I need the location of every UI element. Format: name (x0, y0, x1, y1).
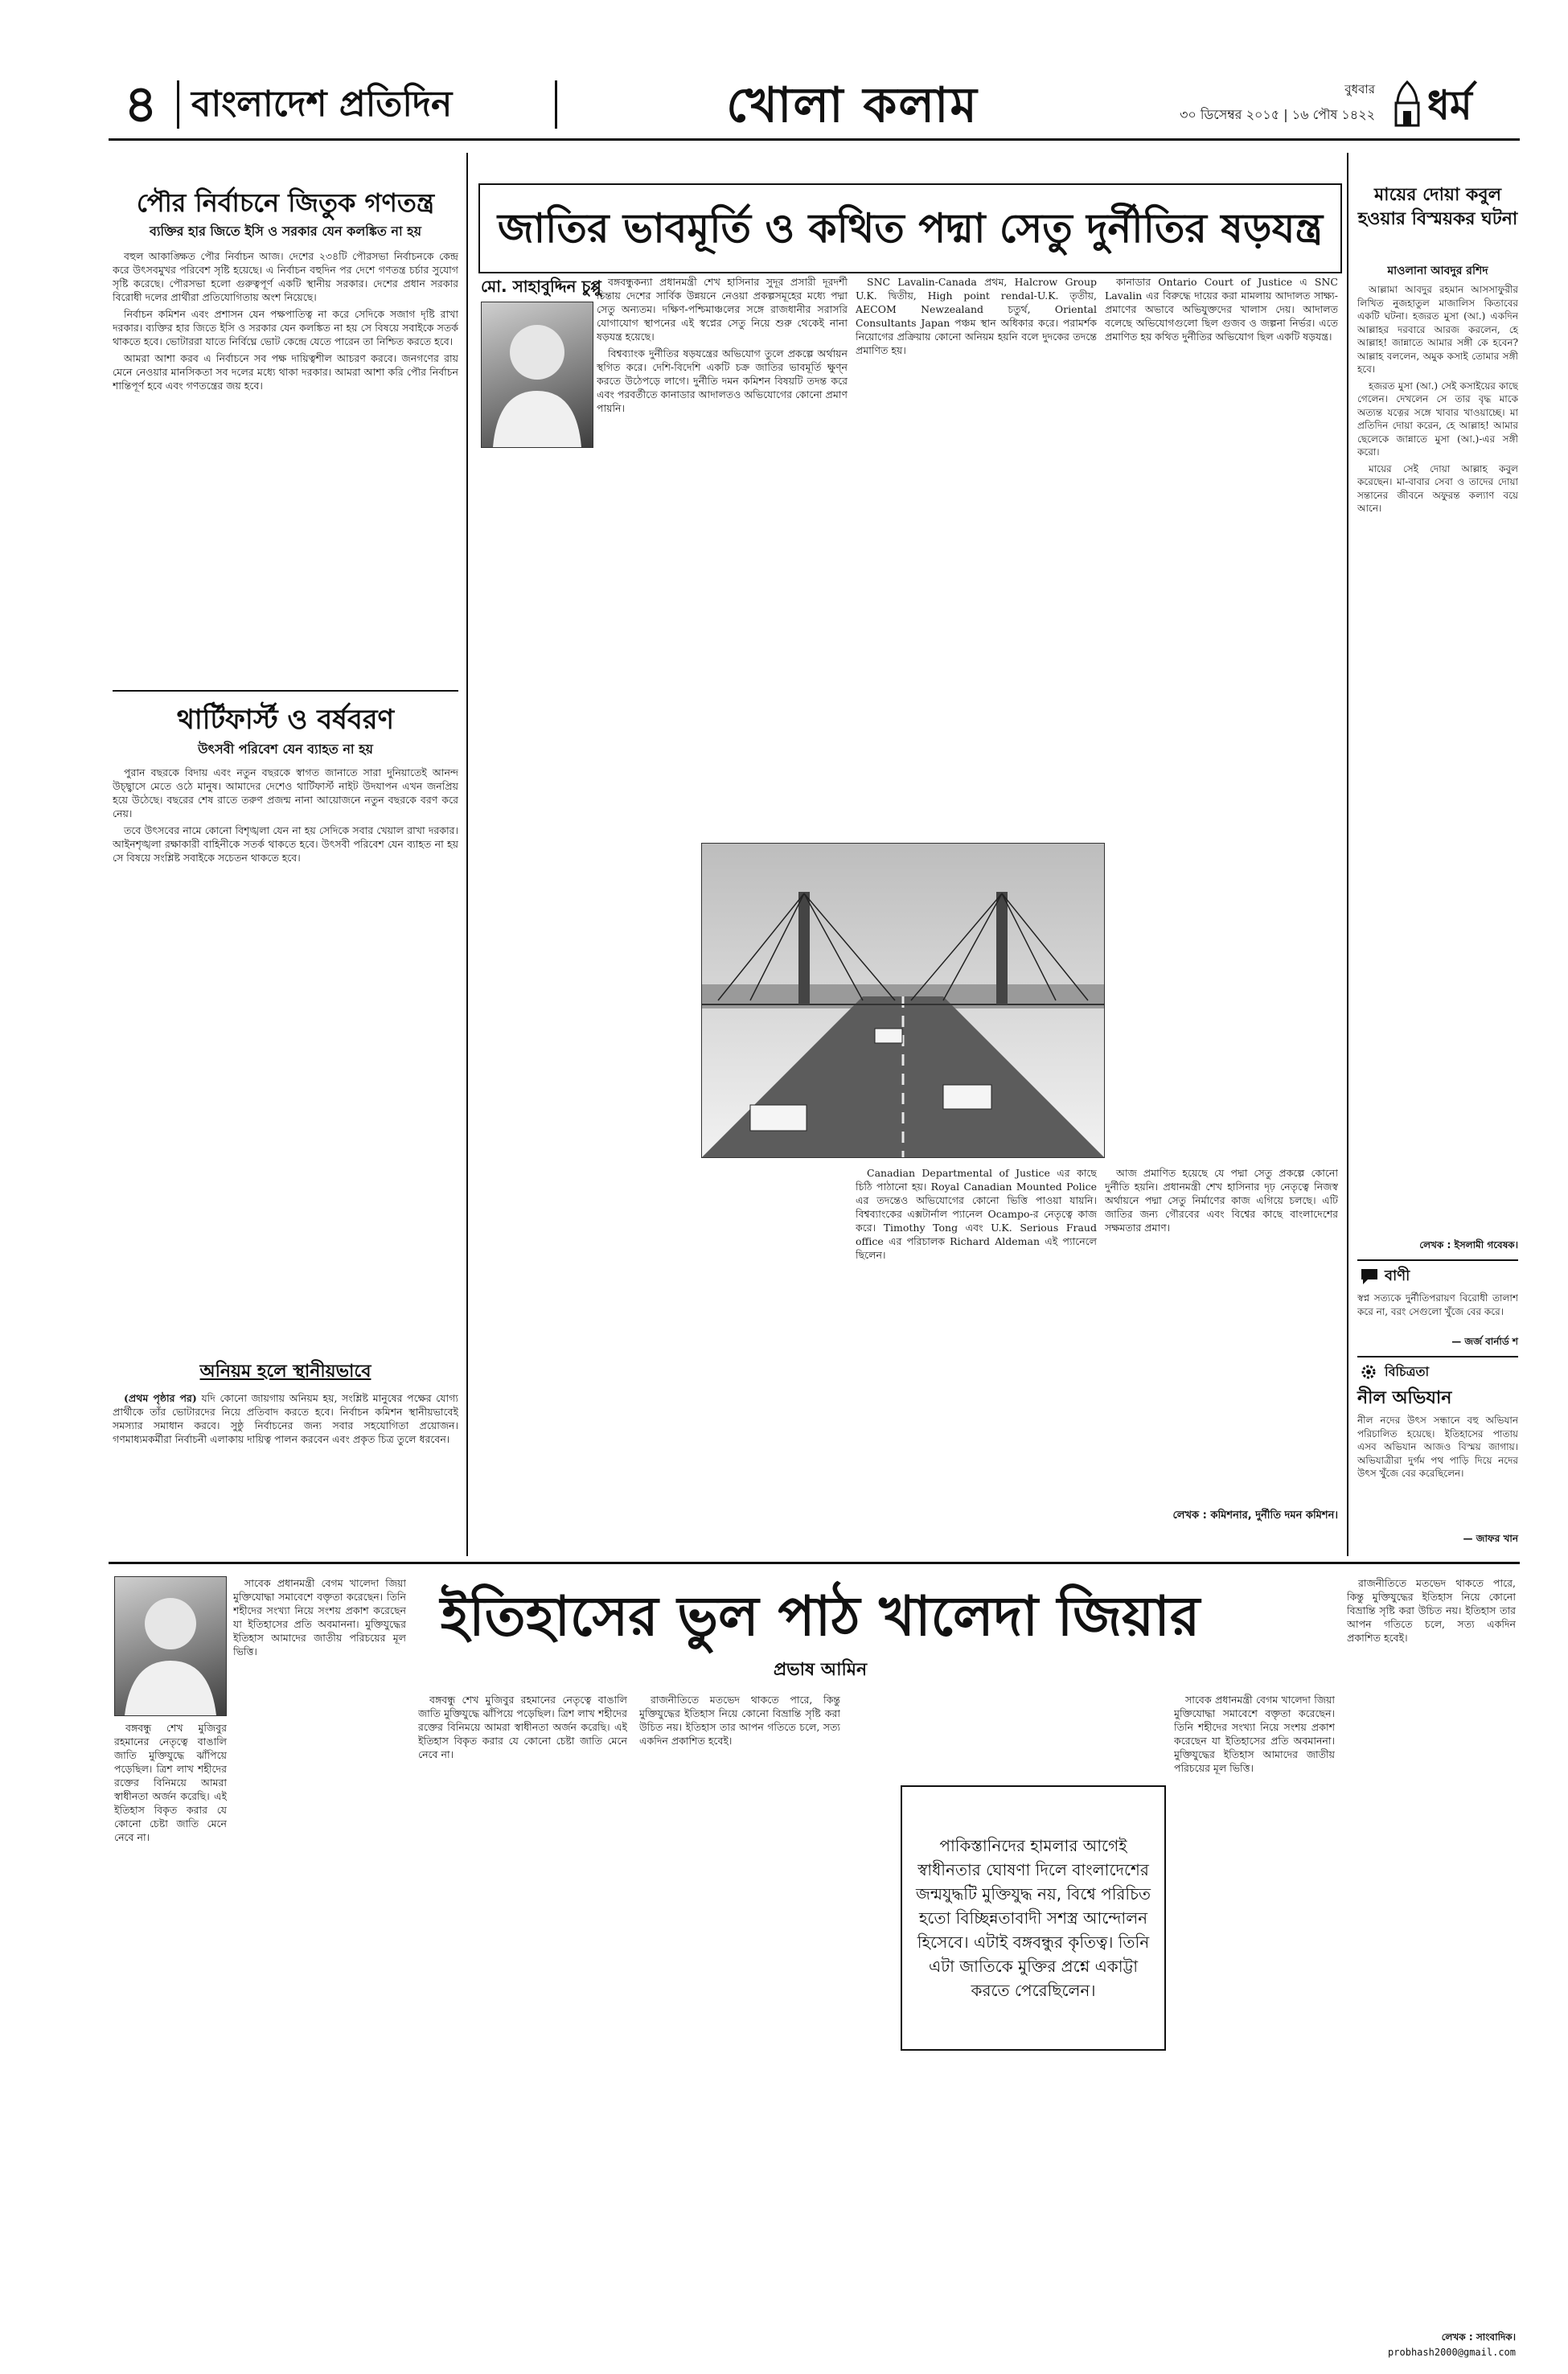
inset-editorial-lead: (প্রথম পৃষ্ঠার পর) (124, 1392, 197, 1404)
right-col-rule (1347, 153, 1348, 1556)
paper-name: বাংলাদেশ প্রতিদিন (191, 84, 453, 125)
right-article-body (1357, 283, 1518, 1232)
editorial2-title: থার্টিফার্স্ট ও বর্ষবরণ (176, 704, 395, 736)
main-article-col2-lower (856, 1166, 1097, 1520)
masthead-bottom-rule (109, 138, 1520, 141)
bottom-para: রাজনীতিতে মতভেদ থাকতে পারে, কিন্তু মুক্তিযুদ্ধের ইতিহাস নিয়ে কোনো বিভ্রান্তি সৃষ্টি করা উচিত নয়। ইতিহাস তার আপন গতিতে চলে, সত্য একদিন প্রকাশিত হবেই। (1347, 1577, 1516, 1644)
main-article-title-box (478, 183, 1342, 273)
editorial2-para: পুরান বছরকে বিদায় এবং নতুন বছরকে স্বাগত জানাতে সারা দুনিয়াতেই আনন্দ উচ্ছ্বাসে মেতে ওঠে মানুষ। আমাদের দেশেও থার্টিফার্স্ট নাইট উদযাপন এখন জনপ্রিয় হয়ে উঠেছে। বছরের শেষ রাতে তরুণ প্রজন্ম নানা আয়োজনে নতুন বছরকে বরণ করে নেয়। (113, 766, 458, 819)
main-article-footer: লেখক : কমিশনার, দুর্নীতি দমন কমিশন। (1172, 1509, 1338, 1522)
editorial2-subtitle: উৎসবী পরিবেশ যেন ব্যাহত না হয় (198, 741, 373, 757)
main-para: বঙ্গবন্ধুকন্যা প্রধানমন্ত্রী শেখ হাসিনার সুদূর প্রসারী দূরদর্শী চিন্তায় দেশের সার্বিক উন্নয়নে নেওয়া প্রকল্পসমূহের মধ্যে পদ্মা সেতু অন্যতম। দক্ষিণ-পশ্চিমাঞ্চলের সঙ্গে রাজধানীর সরাসরি যোগাযোগ স্থাপনের এই স্বপ্নের সেতু নিয়ে শুরু থেকেই নানা ষড়যন্ত্র হয়েছে। (597, 276, 848, 343)
bridge-illustration (701, 843, 1105, 1158)
bottom-author-photo (114, 1576, 227, 1716)
bottom-article-col2 (418, 1693, 627, 2352)
bottom-article-title: ইতিহাসের ভুল পাঠ খালেদা জিয়ার (440, 1585, 1201, 1649)
misc-body: নীল নদের উৎস সন্ধানে বহু অভিযান পরিচালিত হয়েছে। ইতিহাসের পাতায় এসব অভিযান আজও বিস্ময় জাগায়। অভিযাত্রীরা দুর্গম পথ পাড়ি দিয়ে নদের উৎস খুঁজে বের করেছিলেন। (1357, 1415, 1518, 1479)
misc-author: — জাফর খান (1463, 1533, 1518, 1544)
bottom-para: সাবেক প্রধানমন্ত্রী বেগম খালেদা জিয়া মুক্তিযোদ্ধা সমাবেশে বক্তৃতা করেছেন। তিনি শহীদের সংখ্যা নিয়ে সংশয় প্রকাশ করেছেন যা ইতিহাসের প্রতি অবমাননা। মুক্তিযুদ্ধের ইতিহাস আমাদের জাতীয় পরিচয়ের মূল ভিত্তি। (1174, 1694, 1335, 1774)
section-title: খোলা কলাম (726, 77, 979, 133)
bottom-para: বঙ্গবন্ধু শেখ মুজিবুর রহমানের নেতৃত্বে বাঙালি জাতি মুক্তিযুদ্ধে ঝাঁপিয়ে পড়েছিল। ত্রিশ লাখ শহীদের রক্তের বিনিময়ে আমরা স্বাধীনতা অর্জন করেছি। এই ইতিহাস বিকৃত করার যে কোনো চেষ্টা জাতি মেনে নেবে না। (418, 1694, 627, 1760)
bottom-article-col3 (639, 1693, 840, 1902)
editorial2-para: তবে উৎসবের নামে কোনো বিশৃঙ্খলা যেন না হয় সেদিকে সবার খেয়াল রাখা দরকার। আইনশৃঙ্খলা রক্ষাকারী বাহিনীকে সতর্ক থাকতে হবে। উৎসবী পরিবেশ যেন ব্যাহত না হয় সে বিষয়ে সংশ্লিষ্ট সবাইকে সচেতন থাকতে হবে। (113, 824, 458, 864)
quote-bubble-icon (1359, 1266, 1380, 1287)
bottom-article-author: প্রভাষ আমিন (773, 1660, 868, 1680)
editorial2-body (113, 766, 458, 1345)
main-para: কানাডার Ontario Court of Justice এ SNC Lavalin এর বিরুদ্ধে দায়ের করা মামলায় আদালত সাক্ষ্য-প্রমাণের অভাবে অভিযুক্তদের খালাস দেয়। আদালত বলেছে অভিযোগগুলো ছিল গুজব ও জল্পনা নির্ভর। এতে প্রমাণিত হয় কথিত দুর্নীতির অভিযোগ ছিল একটি ষড়যন্ত্র। (1105, 276, 1338, 343)
inset-editorial-title: অনিয়ম হলে স্থানীয়ভাবে (199, 1362, 371, 1382)
masthead-date: ৩০ ডিসেম্বর ২০১৫ | ১৬ পৌষ ১৪২২ (1180, 107, 1375, 122)
inset-editorial-body (113, 1391, 458, 1552)
right-article-title: মায়ের দোয়া কবুল হওয়ার বিস্ময়কর ঘটনা (1357, 185, 1518, 229)
editorial1-subtitle: ব্যক্তির হার জিতে ইসি ও সরকার যেন কলঙ্কিত না হয় (149, 224, 421, 239)
pull-quote-text: পাকিস্তানিদের হামলার আগেই স্বাধীনতার ঘোষণা দিলে বাংলাদেশের জন্মযুদ্ধটি মুক্তিযুদ্ধ নয়, বিশ্বে পরিচিত হতো বিচ্ছিন্নতাবাদী সশস্ত্র আন্দোলন হিসেবে। এটাই বঙ্গবন্ধুর কৃতিত্ব। তিনি এটা জাতিকে মুক্তির প্রশ্নে একাট্টা করতে পেরেছিলেন। (916, 1836, 1151, 2000)
author-photo (481, 302, 593, 448)
bottom-section-rule (109, 1562, 1520, 1564)
bottom-article-email: probhash2000@gmail.com (1388, 2347, 1516, 2358)
right-para: হজরত মুসা (আ.) সেই কসাইয়ের কাছে গেলেন। দেখলেন সে তার বৃদ্ধ মাকে অত্যন্ত যত্নের সঙ্গে খাবার খাওয়াচ্ছে। মা প্রতিদিন দোয়া করেন, হে আল্লাহ! আমার ছেলেকে জান্নাতে মুসা (আ.)-এর সঙ্গী করো। (1357, 380, 1518, 458)
bani-author: — জর্জ বার্নার্ড শ (1451, 1336, 1518, 1347)
bottom-article-col5 (1347, 1576, 1516, 2332)
main-article-title: জাতির ভাবমূর্তি ও কথিত পদ্মা সেতু দুর্নীতির ষড়যন্ত্র (497, 205, 1324, 252)
main-para: আজ প্রমাণিত হয়েছে যে পদ্মা সেতু প্রকল্পে কোনো দুর্নীতি হয়নি। প্রধানমন্ত্রী শেখ হাসিনার দৃঢ় নেতৃত্বে নিজস্ব অর্থায়নে পদ্মা সেতু নির্মাণের কাজ এগিয়ে চলছে। এটি জাতির জন্য গৌরবের এবং বিশ্বের কাছে বাংলাদেশের সক্ষমতার প্রমাণ। (1105, 1167, 1338, 1234)
right-article-footer: লেখক : ইসলামী গবেষক। (1419, 1239, 1518, 1251)
main-article-col3 (1105, 275, 1338, 830)
bottom-para: সাবেক প্রধানমন্ত্রী বেগম খালেদা জিয়া মুক্তিযোদ্ধা সমাবেশে বক্তৃতা করেছেন। তিনি শহীদের সংখ্যা নিয়ে সংশয় প্রকাশ করেছেন যা ইতিহাসের প্রতি অবমাননা। মুক্তিযুদ্ধের ইতিহাস আমাদের জাতীয় পরিচয়ের মূল ভিত্তি। (233, 1577, 406, 1657)
gear-icon (1359, 1362, 1378, 1382)
bottom-para: রাজনীতিতে মতভেদ থাকতে পারে, কিন্তু মুক্তিযুদ্ধের ইতিহাস নিয়ে কোনো বিভ্রান্তি সৃষ্টি করা উচিত নয়। ইতিহাস তার আপন গতিতে চলে, সত্য একদিন প্রকাশিত হবেই। (639, 1694, 840, 1747)
editorial1-para: নির্বাচন কমিশন এবং প্রশাসন যেন পক্ষপাতিত্ব না করে সেদিকে সজাগ দৃষ্টি রাখা দরকার। ব্যক্তির হার জিতে ইসি ও সরকার যেন কলঙ্কিত না হয় সে বিষয়ে সবাইকে সতর্ক থাকতে হবে। ভোটাররা যাতে নির্বিঘ্নে ভোট কেন্দ্রে যেতে পারেন তা নিশ্চিত করতে হবে। (113, 308, 458, 347)
main-para: SNC Lavalin-Canada প্রথম, Halcrow Group U.K. দ্বিতীয়, High point rendal-U.K. তৃতীয়, AECOM Newzealand চতুর্থ, Oriental Consultants Japan পঞ্চম স্থান অধিকার করে। পরামর্শক নিয়োগের প্রক্রিয়ায় কোনো অনিয়ম হয়নি বলে দুদকের তদন্তে প্রমাণিত হয়। (856, 276, 1097, 356)
editorial1-body (113, 249, 458, 684)
bottom-para: বঙ্গবন্ধু শেখ মুজিবুর রহমানের নেতৃত্বে বাঙালি জাতি মুক্তিযুদ্ধে ঝাঁপিয়ে পড়েছিল। ত্রিশ লাখ শহীদের রক্তের বিনিময়ে আমরা স্বাধীনতা অর্জন করেছি। এই ইতিহাস বিকৃত করার যে কোনো চেষ্টা জাতি মেনে নেবে না। (114, 1722, 227, 1843)
inset-editorial-text: যদি কোনো জায়গায় অনিয়ম হয়, সংশ্লিষ্ট মানুষের পক্ষের যোগ্য প্রার্থীকে তাঁর ভোটারদের নিয়ে প্রতিবাদ করতে হবে। নির্বাচন কমিশন স্থানীয়ভাবেই সমস্যার সমাধান করবে। সুষ্ঠু নির্বাচনের জন্য সবার সহযোগিতা প্রয়োজন। গণমাধ্যমকর্মীরা নির্বাচনী এলাকায় দায়িত্ব পালন করবেন এবং প্রকৃত চিত্র তুলে ধরবেন। (113, 1392, 458, 1445)
bottom-article-col-left (114, 1721, 227, 2027)
masthead-day: বুধবার (1344, 82, 1375, 97)
editorial1-title: পৌর নির্বাচনে জিতুক গণতন্ত্র (136, 187, 435, 218)
misc-head: বিচিত্রতা (1385, 1364, 1430, 1379)
side-section-title: ধর্ম (1427, 82, 1472, 129)
right-para: আল্লামা আবদুর রহমান আসসাফুরীর লিখিত নুজহাতুল মাজালিস কিতাবের একটি ঘটনা। হজরত মুসা (আ.) একদিন আল্লাহর দরবারে আরজ করলেন, হে আল্লাহ! জান্নাতে আমার সঙ্গী কে হবেন? আল্লাহ বললেন, অমুক কসাই তোমার সঙ্গী হবে। (1357, 284, 1518, 375)
masthead-divider-2 (555, 80, 557, 129)
main-article-author: মো. সাহাবুদ্দিন চুপ্পু (481, 277, 601, 296)
main-para: বিশ্বব্যাংক দুর্নীতির ষড়যন্ত্রের অভিযোগ তুলে প্রকল্পে অর্থায়ন স্থগিত করে। দেশি-বিদেশি একটি চক্র জাতির ভাবমূর্তি ক্ষুণ্ন করতে উঠেপড়ে লাগে। দুর্নীতি দমন কমিশন বিষয়টি তদন্ত করে এবং পরবর্তীতে কানাডার আদালতও অভিযোগের কোনো প্রমাণ পায়নি। (597, 347, 848, 414)
editorial1-para: বহুল আকাঙ্ক্ষিত পৌর নির্বাচন আজ। দেশের ২৩৪টি পৌরসভা নির্বাচনকে কেন্দ্র করে উৎসবমুখর পরিবেশ সৃষ্টি হয়েছে। এ নির্বাচন বহুদিন পর দেশে গণতন্ত্র চর্চার সুযোগ সৃষ্টি করেছে। পৌরসভা হলো গুরুত্বপূর্ণ একটি স্থানীয় সরকার। দেশের প্রধান সরকার বিরোধী দলের প্রার্থীরা প্রতিযোগিতায় অংশ নিয়েছে। (113, 250, 458, 303)
main-para: Canadian Departmental of Justice এর কাছে চিঠি পাঠানো হয়। Royal Canadian Mounted Police এর তদন্তেও অভিযোগের কোনো ভিত্তি পাওয়া যায়নি। বিশ্বব্যাংকের এক্সটার্নাল প্যানেল Ocampo-র নেতৃত্বে কাজ করে। Timothy Tong এবং U.K. Serious Fraud office এর পরিচালক Richard Aldeman এই প্যানেলে ছিলেন। (856, 1167, 1097, 1261)
mosque-icon (1391, 79, 1423, 129)
pull-quote-box (901, 1785, 1166, 2051)
editorial1-para: আমরা আশা করব এ নির্বাচনে সব পক্ষ দায়িত্বশীল আচরণ করবে। জনগণের রায় মেনে নেওয়ার মানসিকতা সব দলের মধ্যে থাকা দরকার। আমরা আশা করি পৌর নির্বাচন শান্তিপূর্ণ হবে এবং গণতন্ত্রের জয় হবে। (113, 352, 458, 392)
misc-title: নীল অভিযান (1357, 1388, 1452, 1408)
right-para: মায়ের সেই দোয়া আল্লাহ কবুল করেছেন। মা-বাবার সেবা ও তাদের দোয়া সন্তানের জীবনে অফুরন্ত কল্যাণ বয়ে আনে। (1357, 462, 1518, 514)
bottom-article-intro (233, 1576, 406, 2027)
page-number: ৪ (124, 75, 158, 134)
bani-head: বাণী (1385, 1267, 1410, 1284)
right-article-author: মাওলানা আবদুর রশিদ (1387, 265, 1488, 277)
bottom-article-footer: লেখক : সাংবাদিক। (1441, 2331, 1516, 2343)
bottom-article-col4 (1174, 1693, 1335, 2352)
left-divider (113, 690, 458, 692)
bani-text: স্বপ্ন সত্যকে দুর্নীতিপরায়ণ বিরোধী তালাশ করে না, বরং সেগুলো খুঁজে বের করে। (1357, 1292, 1518, 1317)
main-article-col2 (856, 275, 1097, 830)
masthead-divider-1 (177, 80, 179, 129)
right-divider-1 (1357, 1259, 1518, 1261)
right-divider-2 (1357, 1356, 1518, 1357)
main-article-col3-lower (1105, 1166, 1338, 1504)
left-col-rule (466, 153, 468, 1556)
